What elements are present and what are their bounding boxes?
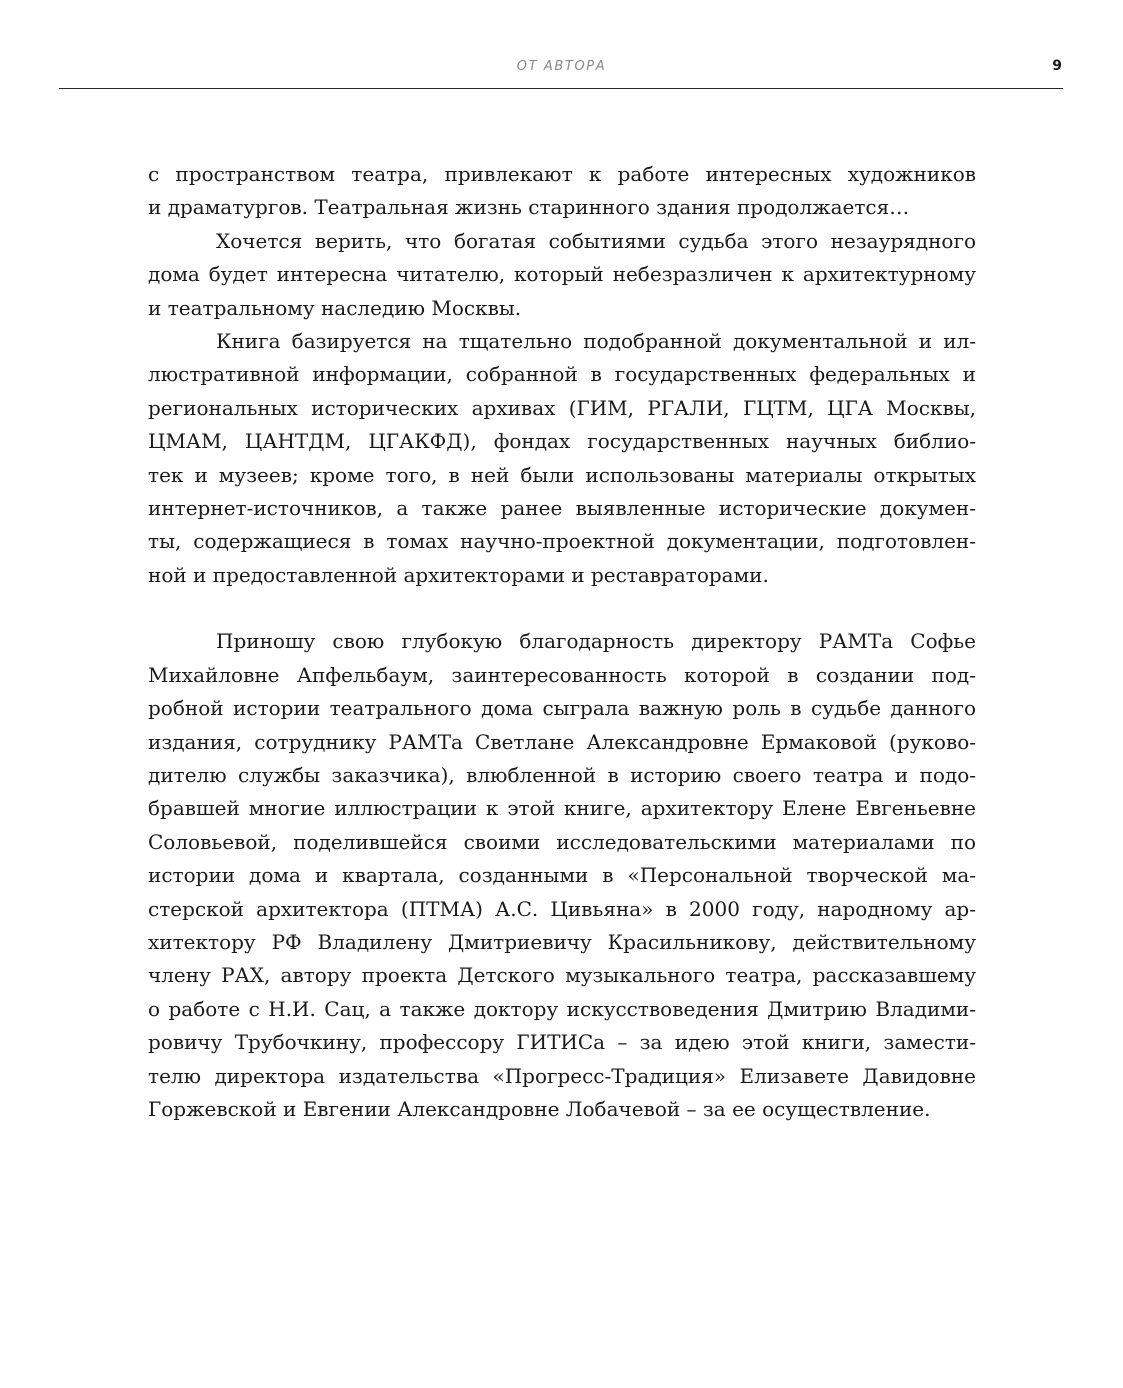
text-line: хитектору РФ Владилену Дмитриевичу Красильникову, действительному — [148, 929, 976, 954]
text-line: робной истории театрального дома сыграла важную роль в судьбе данного — [148, 696, 976, 721]
text-line: дителю службы заказчика), влюбленной в историю своего театра и подо- — [148, 762, 976, 787]
text-line: региональных исторических архивах (ГИМ, РГАЛИ, ГЦТМ, ЦГА Москвы, — [148, 395, 976, 420]
paragraph-reader-interest — [148, 225, 976, 325]
text-line: ЦМАМ, ЦАНТДМ, ЦГАКФД), фондах государственных научных библио- — [148, 429, 976, 454]
text-line: издания, сотруднику РАМТа Светлане Александровне Ермаковой (руково- — [148, 729, 976, 754]
text-line: с пространством театра, привлекают к работе интересных художников — [148, 162, 976, 186]
text-body — [148, 158, 976, 1126]
running-header-title: ОТ АВТОРА — [516, 59, 607, 74]
paragraph-continuation — [148, 158, 976, 225]
text-line: о работе с Н.И. Сац, а также доктору искусствоведения Дмитрию Владими- — [148, 996, 976, 1021]
text-line: и театральному наследию Москвы. — [148, 295, 522, 320]
page-number: 9 — [1052, 58, 1062, 74]
text-line: Хочется верить, что богатая событиями судьба этого незаурядного — [216, 228, 976, 253]
text-line: Михайловне Апфельбаум, заинтересованность которой в создании под- — [148, 662, 976, 687]
paragraph-sources — [148, 325, 976, 592]
text-line: члену РАХ, автору проекта Детского музыкального театра, рассказавшему — [148, 963, 976, 988]
text-line: ты, содержащиеся в томах научно-проектной документации, подготовлен- — [148, 529, 976, 554]
header-rule — [59, 88, 1063, 89]
text-line: стерской архитектора (ПТМА) А.С. Цивьяна» в 2000 году, народному ар- — [148, 896, 976, 921]
paragraph-acknowledgements — [148, 625, 976, 1126]
text-line: бравшей многие иллюстрации к этой книге, архитектору Елене Евгеньевне — [148, 796, 976, 821]
text-line: Соловьевой, поделившейся своими исследовательскими материалами по — [148, 829, 976, 854]
text-line: ровичу Трубочкину, профессору ГИТИСа – за идею этой книги, замести- — [148, 1030, 976, 1055]
text-line: интернет-источников, а также ранее выявленные исторические докумен- — [148, 496, 976, 521]
text-line: Книга базируется на тщательно подобранной документальной и ил- — [216, 329, 976, 354]
text-line: люстративной информации, собранной в государственных федеральных и — [148, 362, 976, 387]
text-line: Приношу свою глубокую благодарность директору РАМТа Софье — [216, 629, 976, 654]
text-line: телю директора издательства «Прогресс-Традиция» Елизавете Давидовне — [148, 1063, 976, 1088]
text-line: и драматургов. Театральная жизнь старинного здания продолжается… — [148, 195, 910, 220]
text-line: истории дома и квартала, созданными в «Персональной творческой ма- — [148, 863, 976, 888]
text-line: дома будет интересна читателю, который небезразличен к архитектурному — [148, 262, 976, 287]
text-line: ной и предоставленной архитекторами и реставраторами. — [148, 562, 769, 587]
text-line: тек и музеев; кроме того, в ней были использованы материалы открытых — [148, 462, 976, 487]
running-header — [0, 0, 1123, 92]
text-line: Горжевской и Евгении Александровне Лобачевой – за ее осуществление. — [148, 1096, 931, 1121]
